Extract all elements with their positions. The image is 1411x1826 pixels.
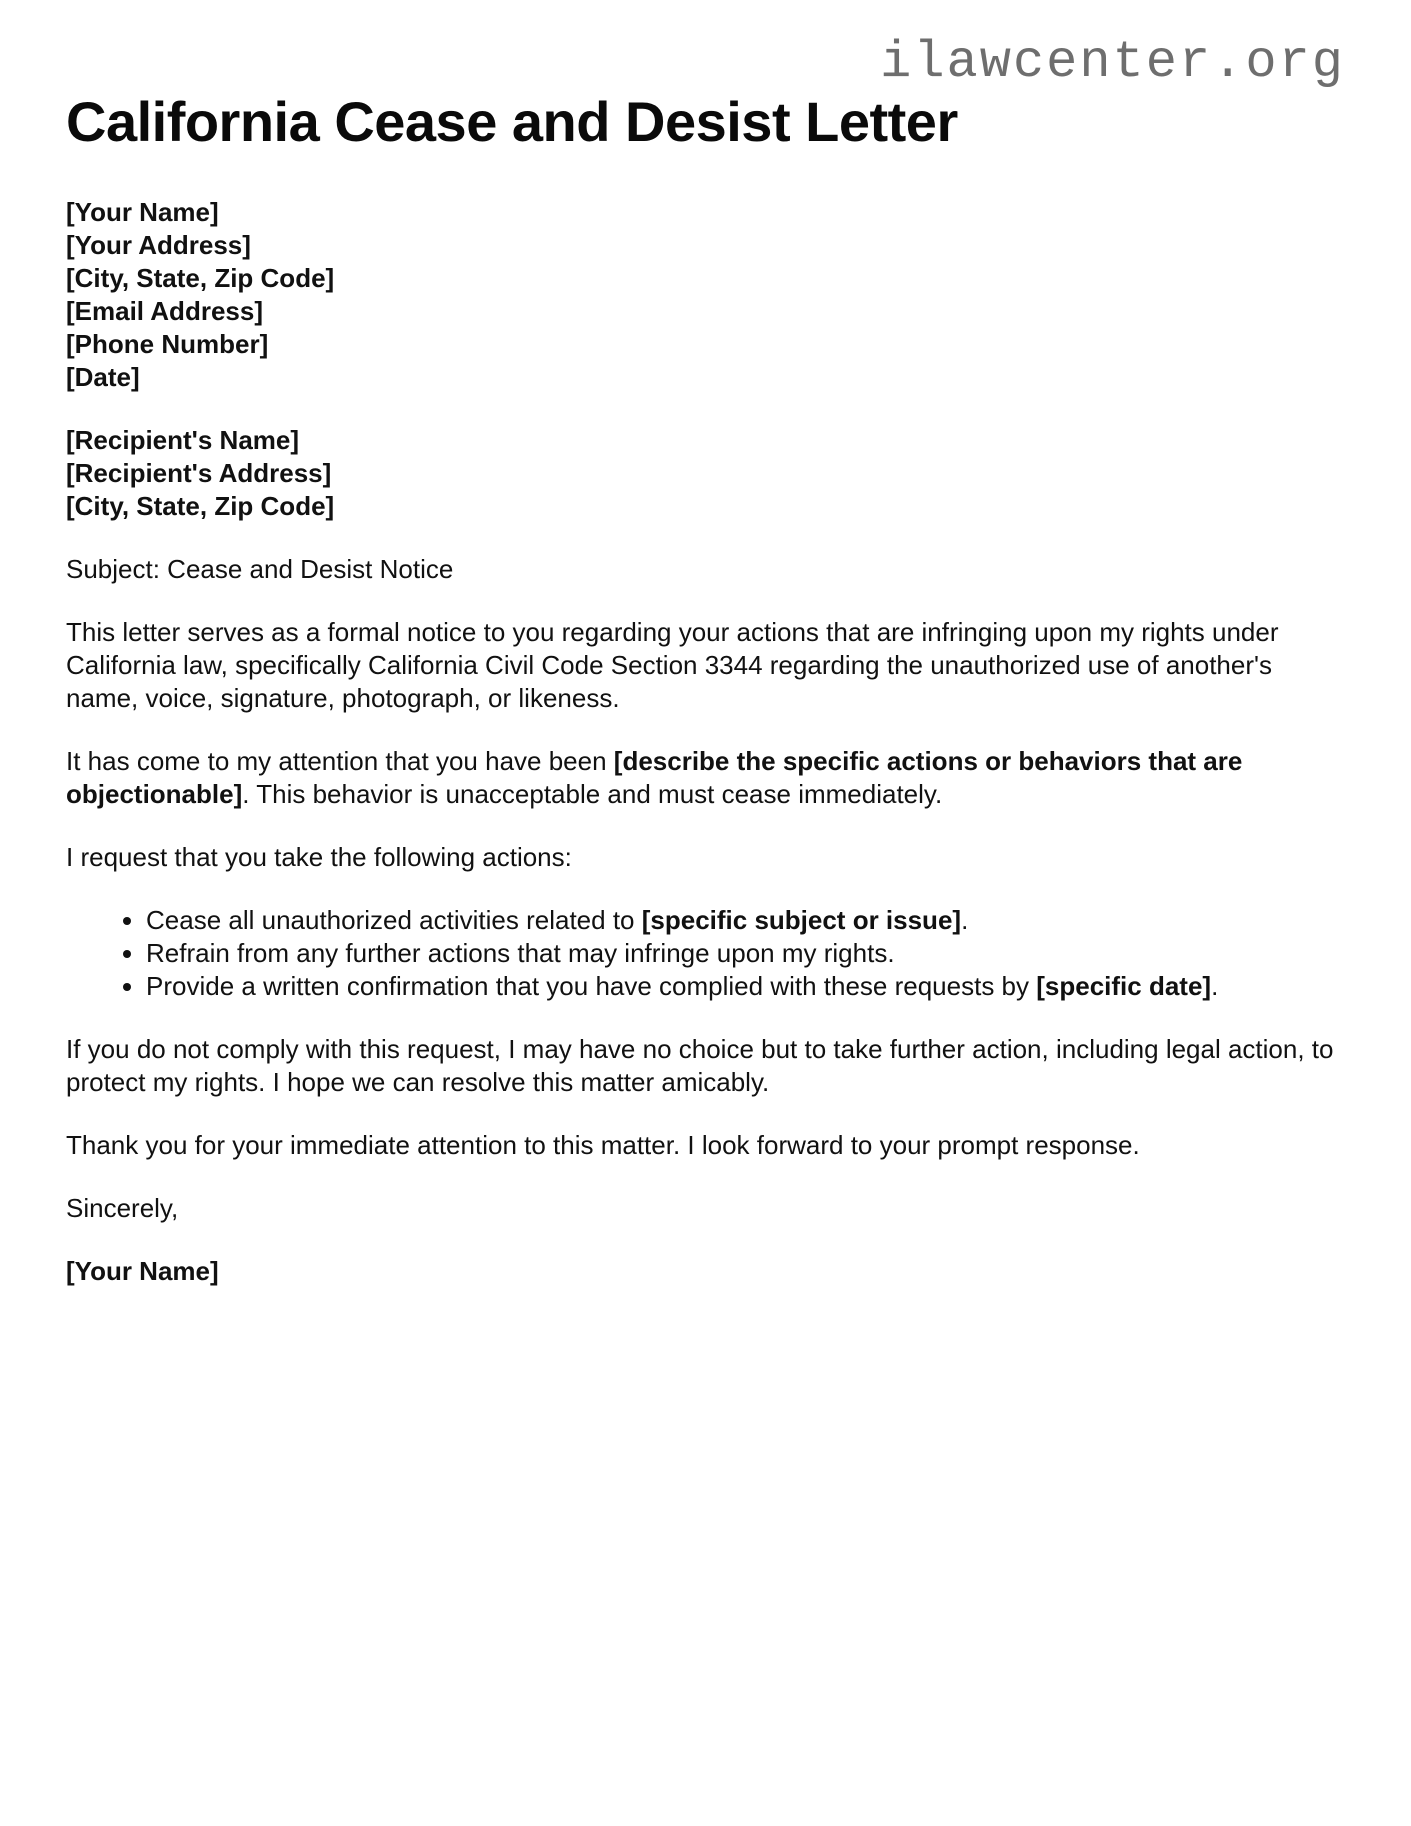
list-item-refrain xyxy=(146,937,1345,970)
paragraph-compliance: If you do not comply with this request, I may have no choice but to take further action, including legal action, to protect my rights. I hope we can resolve this matter amicably. xyxy=(66,1033,1334,1097)
sender-line: [Email Address] xyxy=(66,295,263,326)
paragraph-attention-text: . This behavior is unacceptable and must cease immediately. xyxy=(242,778,943,809)
page-title: California Cease and Desist Letter xyxy=(66,90,958,154)
site-logo: ilawcenter.org xyxy=(880,33,1345,92)
sender-line: [Your Address] xyxy=(66,229,251,260)
list-item-text: Refrain from any further actions that may infringe upon my rights. xyxy=(146,937,895,968)
request-list xyxy=(66,904,1345,1003)
placeholder-subject: [specific subject or issue] xyxy=(641,904,962,935)
sender-block xyxy=(66,196,1345,394)
paragraph-request-intro: I request that you take the following actions: xyxy=(66,841,572,872)
sender-line: [Your Name] xyxy=(66,196,219,227)
letter-body xyxy=(66,196,1345,1288)
recipient-block xyxy=(66,424,1345,523)
placeholder-date: [specific date] xyxy=(1036,970,1212,1001)
recipient-line: [Recipient's Name] xyxy=(66,424,300,455)
sender-line: [City, State, Zip Code] xyxy=(66,262,335,293)
paragraph-thanks: Thank you for your immediate attention to this matter. I look forward to your prompt response. xyxy=(66,1129,1140,1160)
paragraph-legal-notice: This letter serves as a formal notice to you regarding your actions that are infringing upon my rights under California law, specifically California Civil Code Section 3344 regarding the unauthorized use of another's name, voice, signature, photograph, or likeness. xyxy=(66,616,1279,713)
list-item-confirmation xyxy=(146,970,1345,1003)
paragraph-attention-text: It has come to my attention that you have been xyxy=(66,745,614,776)
sender-line: [Phone Number] xyxy=(66,328,269,359)
recipient-line: [City, State, Zip Code] xyxy=(66,490,335,521)
recipient-line: [Recipient's Address] xyxy=(66,457,332,488)
header xyxy=(66,34,1345,91)
subject-line: Subject: Cease and Desist Notice xyxy=(66,553,454,584)
signature: [Your Name] xyxy=(66,1255,219,1286)
paragraph-attention xyxy=(66,745,1345,811)
list-item-text: . xyxy=(961,904,969,935)
list-item-text: Provide a written confirmation that you have complied with these requests by xyxy=(146,970,1037,1001)
list-item-cease xyxy=(146,904,1345,937)
placeholder-actions: [describe the specific actions or behaviors that are objectionable] xyxy=(66,745,1243,809)
list-item-text: Cease all unauthorized activities related to xyxy=(146,904,642,935)
sender-line: [Date] xyxy=(66,361,140,392)
list-item-text: . xyxy=(1211,970,1219,1001)
closing: Sincerely, xyxy=(66,1192,179,1223)
